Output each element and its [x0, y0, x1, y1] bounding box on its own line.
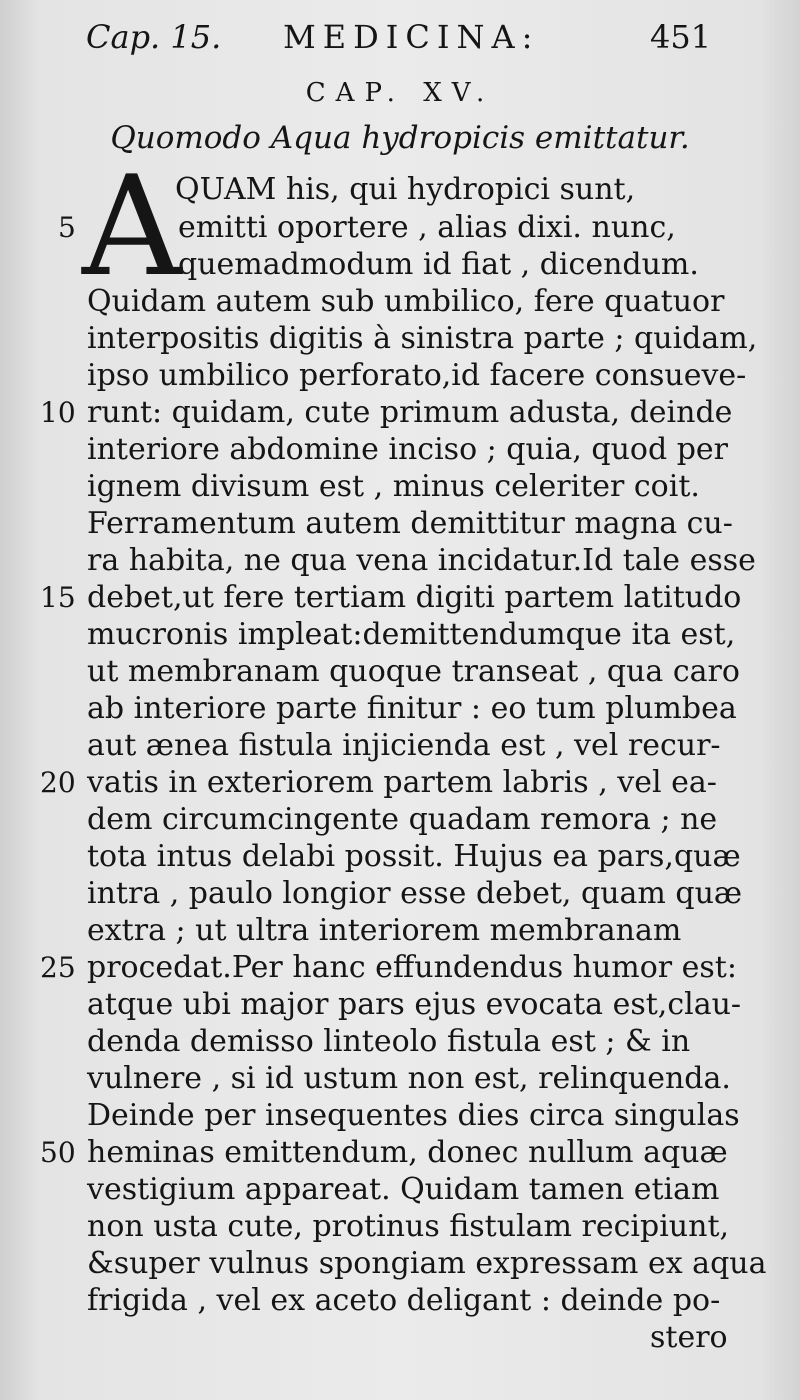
- text-line: vestigium appareat. Quidam tamen etiam: [87, 1172, 720, 1207]
- text-line: ra habita, ne qua vena incidatur.Id tale esse: [87, 543, 756, 578]
- text-line: atque ubi major pars ejus evocata est,clau-: [87, 987, 742, 1022]
- text-line: mucronis impleat:demittendumque ita est,: [87, 617, 736, 652]
- margin-line-number: 5: [58, 211, 76, 244]
- text-line: runt: quidam, cute primum adusta, deinde: [87, 395, 733, 430]
- text-line: ignem divisum est , minus celeriter coit.: [87, 469, 700, 504]
- text-line: &super vulnus spongiam expressam ex aqua: [87, 1246, 767, 1281]
- text-line: emitti oportere , alias dixi. nunc,: [178, 210, 676, 245]
- text-line: interiore abdomine inciso ; quia, quod per: [87, 432, 729, 467]
- margin-line-number: 15: [40, 581, 76, 614]
- text-line: aut ænea fistula injicienda est , vel recur-: [87, 728, 721, 763]
- running-title: MEDICINA:: [283, 18, 540, 56]
- text-line: vulnere , si id ustum non est, relinquenda.: [87, 1061, 731, 1096]
- text-line: debet,ut fere tertiam digiti partem latitudo: [87, 580, 742, 615]
- chapter-number: CAP. XV.: [305, 78, 495, 108]
- text-line: QUAM his, qui hydropici sunt,: [175, 172, 636, 207]
- text-line: Quidam autem sub umbilico, fere quatuor: [87, 284, 725, 319]
- text-line: non usta cute, protinus fistulam recipiunt,: [87, 1209, 730, 1244]
- text-line: ipso umbilico perforato,id facere consueve-: [87, 358, 747, 393]
- drop-cap: A: [82, 146, 182, 307]
- text-line: ab interiore parte finitur : eo tum plumbea: [87, 691, 737, 726]
- text-line: Ferramentum autem demittitur magna cu-: [87, 506, 733, 541]
- text-line: dem circumcingente quadam remora ; ne: [87, 802, 718, 837]
- chapter-reference: Cap. 15.: [86, 18, 222, 56]
- page-number: 451: [650, 18, 712, 56]
- text-line: procedat.Per hanc effundendus humor est:: [87, 950, 737, 985]
- margin-line-number: 10: [40, 396, 76, 429]
- text-line: vatis in exteriorem partem labris , vel ea-: [87, 765, 717, 800]
- text-line: intra , paulo longior esse debet, quam quæ: [87, 876, 743, 911]
- margin-line-number: 20: [40, 766, 76, 799]
- text-line: tota intus delabi possit. Hujus ea pars,quæ: [87, 839, 741, 874]
- text-line: heminas emittendum, donec nullum aquæ: [87, 1135, 728, 1170]
- margin-line-number: 25: [40, 951, 76, 984]
- text-line: denda demisso linteolo fistula est ; & in: [87, 1024, 691, 1059]
- text-line: frigida , vel ex aceto deligant : deinde po-: [87, 1283, 721, 1318]
- text-line: Deinde per insequentes dies circa singulas: [87, 1098, 740, 1133]
- chapter-title: Quomodo Aqua hydropicis emittatur.: [110, 120, 690, 156]
- text-line: interpositis digitis à sinistra parte ; quidam,: [87, 321, 758, 356]
- margin-line-number: 50: [40, 1136, 76, 1169]
- text-line: extra ; ut ultra interiorem membranam: [87, 913, 682, 948]
- text-line: stero: [650, 1320, 728, 1355]
- text-line: ut membranam quoque transeat , qua caro: [87, 654, 740, 689]
- text-line: quemadmodum id fiat , dicendum.: [178, 247, 699, 282]
